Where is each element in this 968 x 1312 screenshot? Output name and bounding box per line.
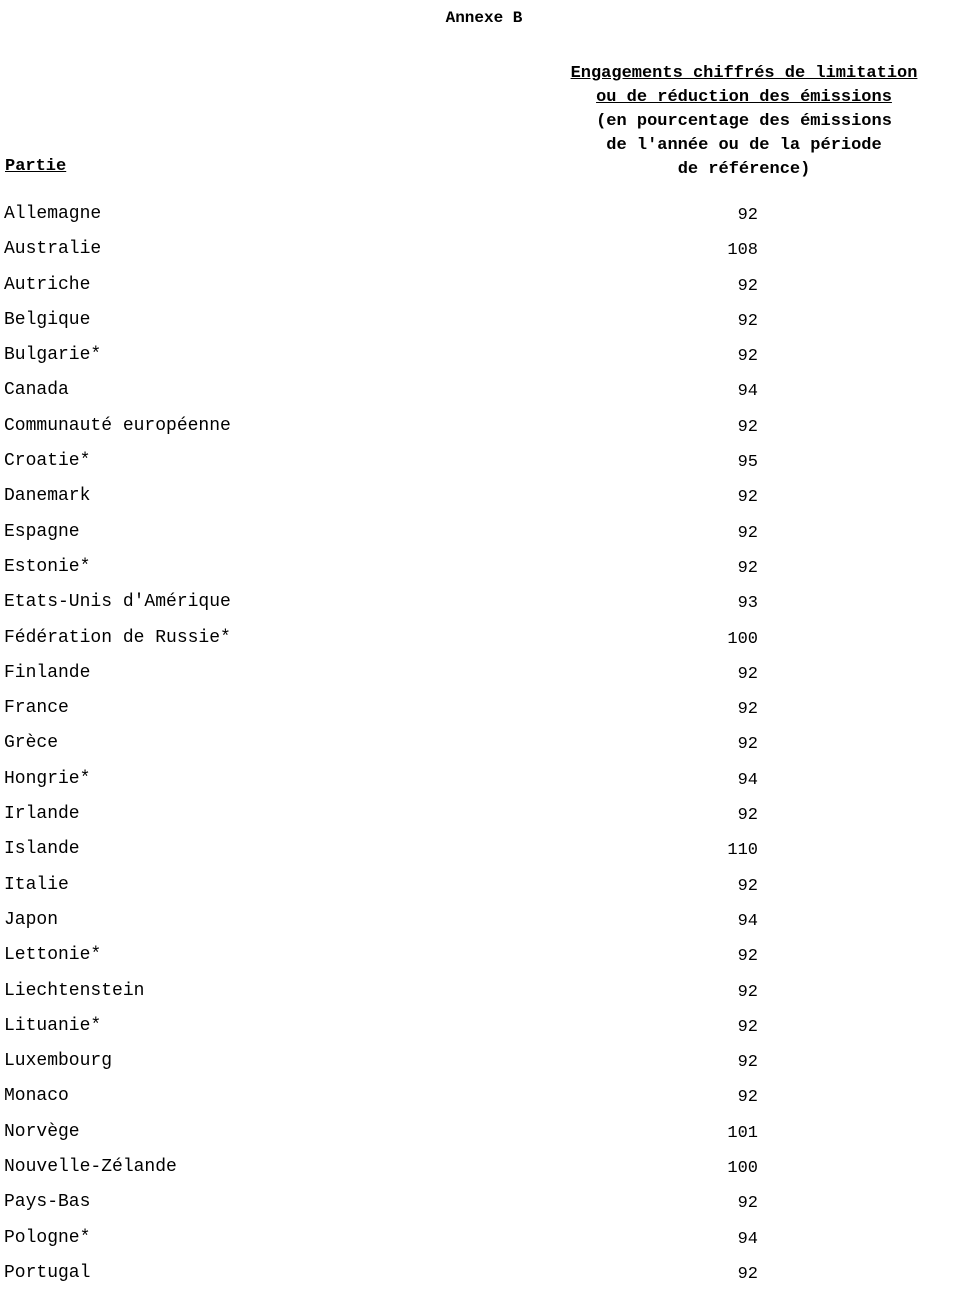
commitment-value: 92 bbox=[737, 347, 758, 367]
party-name: Australie bbox=[4, 239, 102, 260]
party-name: Fédération de Russie* bbox=[4, 627, 231, 648]
commitment-value: 92 bbox=[737, 664, 758, 684]
table-row bbox=[0, 482, 968, 517]
party-name: Espagne bbox=[4, 521, 80, 542]
commitment-value: 100 bbox=[727, 1159, 758, 1179]
table-row bbox=[0, 624, 968, 659]
party-name: Communauté européenne bbox=[4, 415, 231, 436]
table-row bbox=[0, 1047, 968, 1082]
commitment-value: 92 bbox=[737, 488, 758, 508]
commitment-value: 94 bbox=[737, 770, 758, 790]
commitment-value: 92 bbox=[737, 1053, 758, 1073]
table-row bbox=[0, 765, 968, 800]
table-row bbox=[0, 518, 968, 553]
commitment-value: 92 bbox=[737, 806, 758, 826]
commitment-value: 92 bbox=[737, 1264, 758, 1284]
commitment-value: 92 bbox=[737, 735, 758, 755]
commitment-value: 110 bbox=[727, 841, 758, 861]
commitment-value: 94 bbox=[737, 911, 758, 931]
table-row bbox=[0, 1153, 968, 1188]
commitment-value: 92 bbox=[737, 876, 758, 896]
commitment-value: 94 bbox=[737, 1229, 758, 1249]
commitment-value: 100 bbox=[727, 629, 758, 649]
table-row bbox=[0, 447, 968, 482]
table-row bbox=[0, 235, 968, 270]
party-column-header: Partie bbox=[5, 157, 67, 176]
commitment-value: 108 bbox=[727, 241, 758, 261]
table-row bbox=[0, 306, 968, 341]
commitment-header-line-4: de l'année ou de la période bbox=[606, 136, 882, 155]
table-row bbox=[0, 1012, 968, 1047]
commitment-header-line-3: (en pourcentage des émissions bbox=[596, 112, 892, 131]
party-name: Finlande bbox=[4, 662, 91, 683]
commitment-value: 92 bbox=[737, 206, 758, 225]
table-row bbox=[0, 1082, 968, 1117]
table-row bbox=[0, 1188, 968, 1223]
commitment-header-line-2: ou de réduction des émissions bbox=[596, 88, 892, 107]
commitment-value: 92 bbox=[737, 947, 758, 967]
table-row bbox=[0, 906, 968, 941]
commitments-table bbox=[0, 200, 968, 1294]
party-name: Luxembourg bbox=[4, 1051, 113, 1072]
commitment-value: 101 bbox=[727, 1123, 758, 1143]
party-name: Croatie* bbox=[4, 451, 91, 472]
party-name: Islande bbox=[4, 839, 80, 860]
commitment-value: 95 bbox=[737, 453, 758, 473]
table-row bbox=[0, 376, 968, 411]
table-row bbox=[0, 659, 968, 694]
party-name: France bbox=[4, 698, 69, 719]
commitment-column-header bbox=[530, 62, 958, 182]
commitment-value: 92 bbox=[737, 700, 758, 720]
commitment-value: 92 bbox=[737, 311, 758, 331]
party-name: Hongrie* bbox=[4, 768, 91, 789]
party-name: Allemagne bbox=[4, 204, 102, 224]
party-name: Etats-Unis d'Amérique bbox=[4, 592, 231, 613]
table-row bbox=[0, 553, 968, 588]
table-row bbox=[0, 341, 968, 376]
commitment-header-line-5: de référence) bbox=[677, 160, 811, 179]
table-row bbox=[0, 200, 968, 235]
commitment-value: 92 bbox=[737, 417, 758, 437]
table-row bbox=[0, 941, 968, 976]
party-name: Autriche bbox=[4, 274, 91, 295]
party-name: Italie bbox=[4, 874, 69, 895]
commitment-value: 92 bbox=[737, 558, 758, 578]
table-row bbox=[0, 977, 968, 1012]
party-name: Japon bbox=[4, 909, 59, 930]
party-name: Danemark bbox=[4, 486, 91, 507]
party-name: Lituanie* bbox=[4, 1015, 102, 1036]
commitment-header-line-1: Engagements chiffrés de limitation bbox=[570, 64, 918, 83]
table-row bbox=[0, 412, 968, 447]
table-row bbox=[0, 1224, 968, 1259]
party-name: Liechtenstein bbox=[4, 980, 145, 1001]
commitment-value: 92 bbox=[737, 276, 758, 296]
table-row bbox=[0, 694, 968, 729]
party-name: Bulgarie* bbox=[4, 345, 102, 366]
annex-title: Annexe B bbox=[445, 9, 523, 27]
table-row bbox=[0, 729, 968, 764]
table-row bbox=[0, 871, 968, 906]
party-name: Belgique bbox=[4, 309, 91, 330]
commitment-value: 93 bbox=[737, 594, 758, 614]
table-row bbox=[0, 271, 968, 306]
party-name: Canada bbox=[4, 380, 69, 401]
party-name: Nouvelle-Zélande bbox=[4, 1157, 177, 1178]
party-name: Pays-Bas bbox=[4, 1192, 91, 1213]
commitment-value: 92 bbox=[737, 1088, 758, 1108]
table-row bbox=[0, 835, 968, 870]
commitment-value: 92 bbox=[737, 523, 758, 543]
party-name: Estonie* bbox=[4, 556, 91, 577]
party-name: Irlande bbox=[4, 804, 80, 825]
commitment-value: 92 bbox=[737, 1017, 758, 1037]
commitment-value: 92 bbox=[737, 1194, 758, 1214]
party-name: Norvège bbox=[4, 1121, 80, 1142]
table-row bbox=[0, 800, 968, 835]
table-row bbox=[0, 1259, 968, 1294]
table-row bbox=[0, 1118, 968, 1153]
party-name: Portugal bbox=[4, 1262, 91, 1283]
party-name: Pologne* bbox=[4, 1227, 91, 1248]
table-row bbox=[0, 588, 968, 623]
party-name: Monaco bbox=[4, 1086, 69, 1107]
party-name: Lettonie* bbox=[4, 945, 102, 966]
party-name: Grèce bbox=[4, 733, 59, 754]
commitment-value: 94 bbox=[737, 382, 758, 402]
commitment-value: 92 bbox=[737, 982, 758, 1002]
